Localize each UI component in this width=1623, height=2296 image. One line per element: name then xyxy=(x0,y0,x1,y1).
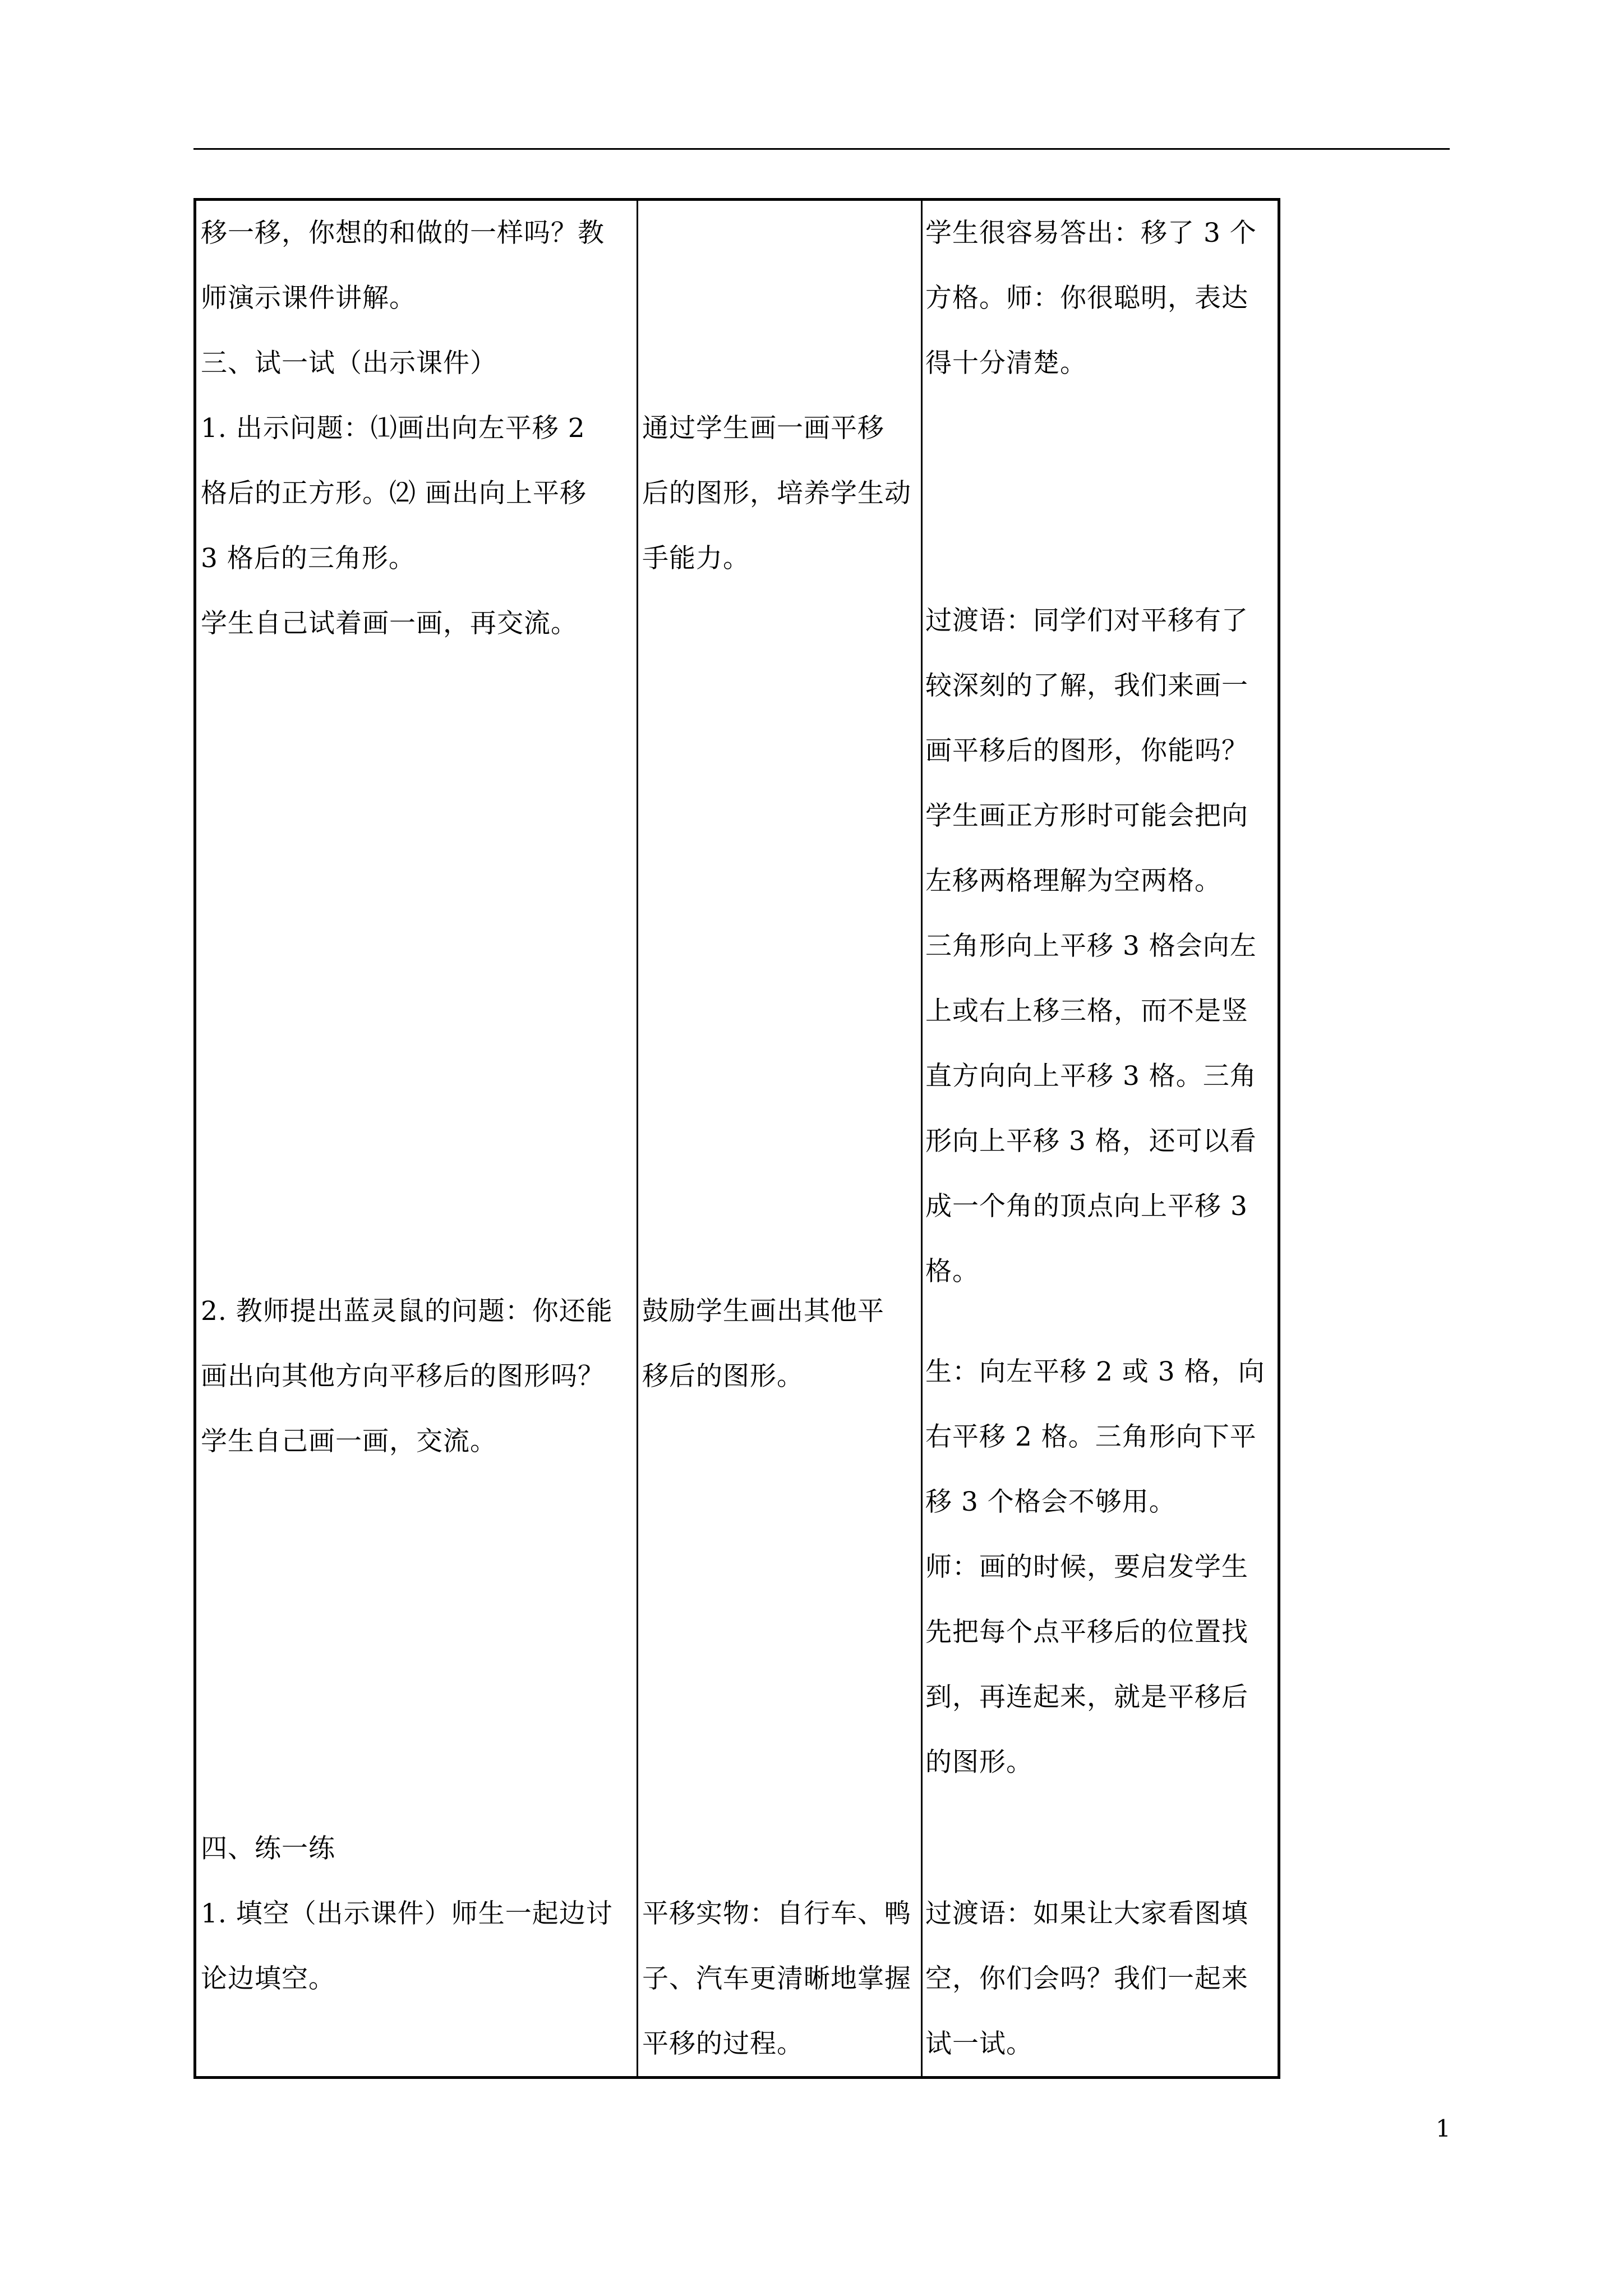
col3-block3: 生：向左平移 2 或 3 格，向 右平移 2 格。三角形向下平 移 3 个格会不够用。 师：画的时候，要启发学生 先把每个点平移后的位置找 到，再连起来，就是平移后 的图形。 xyxy=(925,1356,1265,1778)
col1-block2: 2. 教师提出蓝灵鼠的问题：你还能 画出向其他方向平移后的图形吗？ 学生自己画一画，交流。 xyxy=(201,1296,613,1457)
col3-block1: 学生很容易答出：移了 3 个 方格。师：你很聪明，表达 得十分清楚。 xyxy=(925,218,1257,379)
col1-block1: 移一移，你想的和做的一样吗？教 师演示课件讲解。 三、试一试（出示课件） 1. 出示问题：⑴画出向左平移 2 格后的正方形。⑵ 画出向上平移 3 格后的三角形。 学生自己试着画一画，再交流。 xyxy=(201,218,605,639)
col3-block4: 过渡语：如果让大家看图填 空，你们会吗？我们一起来 试一试。 xyxy=(925,1898,1248,2059)
col2-block3: 平移实物：自行车、鸭 子、汽车更清晰地掌握 平移的过程。 xyxy=(642,1898,911,2059)
page-number: 1 xyxy=(1436,2115,1451,2142)
lesson-plan-table xyxy=(193,198,1280,2079)
col2-block1: 通过学生画一画平移 后的图形，培养学生动 手能力。 xyxy=(642,413,911,574)
col2-block2: 鼓励学生画出其他平 移后的图形。 xyxy=(642,1296,884,1392)
header-rule xyxy=(193,148,1450,150)
col1-block3: 四、练一练 1. 填空（出示课件）师生一起边讨 论边填空。 xyxy=(201,1833,613,1994)
col3-block2: 过渡语：同学们对平移有了 较深刻的了解，我们来画一 画平移后的图形，你能吗？ 学生画正方形时可能会把向 左移两格理解为空两格。 三角形向上平移 3 格会向左 上或右上移三格，而不是竖 直方向向上平移 3 格。三角 形向上平移 3 格，还可以看 成一个角的顶点向上平移 3 格。 xyxy=(925,605,1257,1287)
